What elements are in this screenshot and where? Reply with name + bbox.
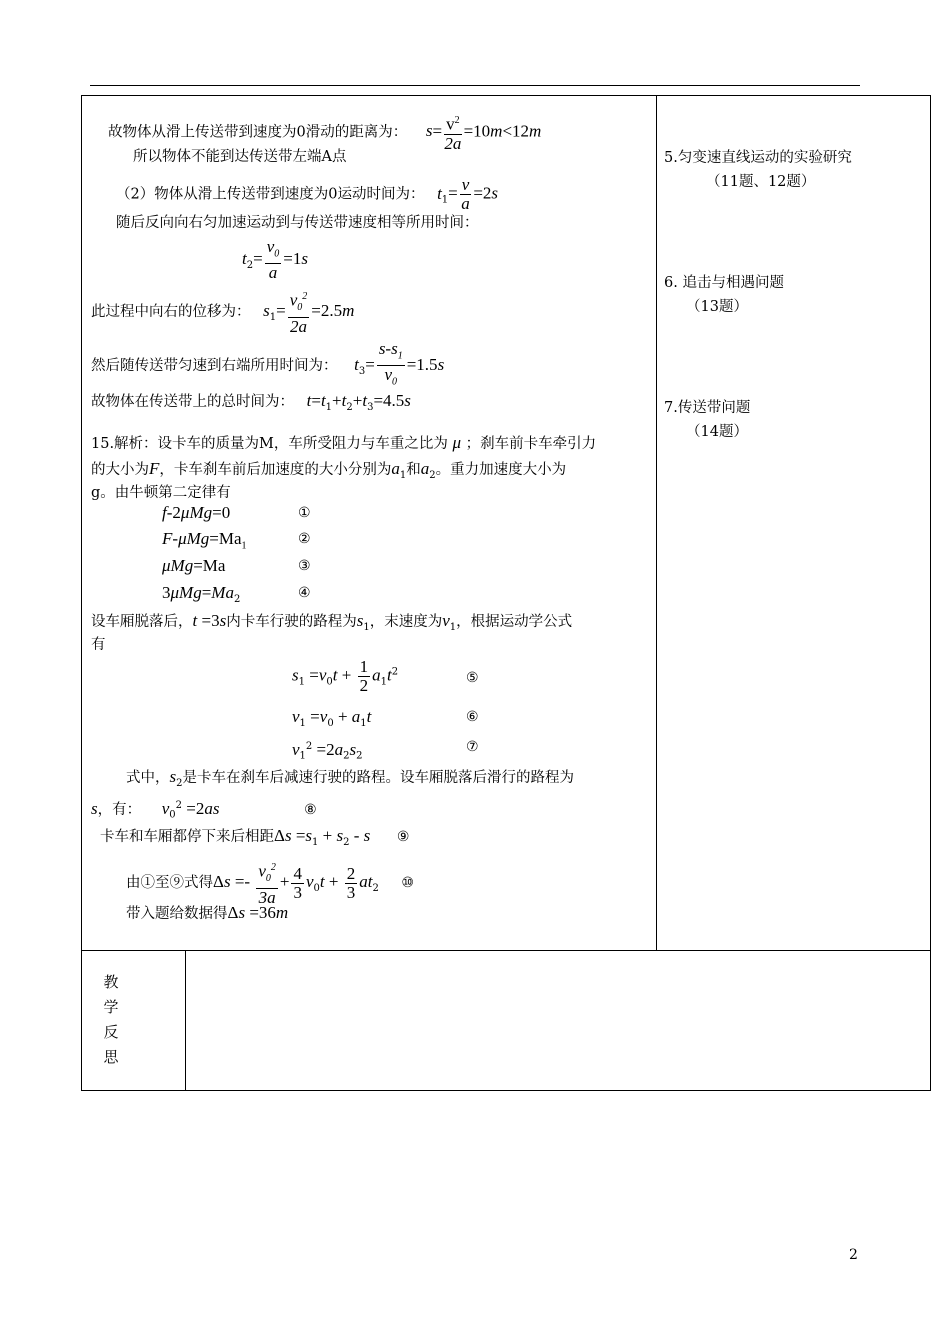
column-divider (656, 96, 657, 950)
solution-line-2: 所以物体不能到达传送带左端A点 (133, 149, 347, 165)
problem-15-line-2: 的大小为F，卡车刹车前后加速度的大小分别为$a_1$和$a_2$。重力加速度大小为 (91, 459, 567, 481)
equation-4: $3\mu Mg=Ma_2$ ④ (162, 583, 311, 605)
equation-2: $F-\mu Mg=Ma_1$ ② (162, 529, 311, 552)
reflection-char: 思 (103, 1048, 119, 1066)
problem-15-line-3: g。由牛顿第二定律有 (91, 485, 231, 501)
problem-20: 带入题给数据得Δs =36m (126, 903, 289, 922)
problem-17-line-2: s，有： $v_0^2 =2as$ ⑧ (91, 798, 317, 821)
solution-line-7: 故物体在传送带上的总时间为： $t=t_1+t_2+t_3=4.5s$ (91, 391, 411, 413)
problem-15-line-1: 15.解析：设卡车的质量为M，车所受阻力与车重之比为 μ ；刹车前卡车牵引力 (91, 433, 597, 452)
equation-6: $v_1 =v_0 + a_1t$ ⑥ (292, 707, 479, 729)
equation-3: μMg=Ma ③ (162, 556, 311, 575)
solution-line-6: 然后随传送带匀速到右端所用时间为： $t_3=$ $\frac{s-s_1}{v_0}$ =1.5s (91, 339, 445, 388)
problem-18: 卡车和车厢都停下来后相距$\Delta s =s_1 + s_2 - s$ ⑨ (100, 826, 410, 848)
row-divider (82, 950, 930, 951)
header-rule (90, 85, 860, 86)
solution-line-4: 随后反向向右匀加速运动到与传送带速度相等所用时间： (116, 215, 479, 231)
equation-1: f-2μMg=0 ① (162, 503, 311, 522)
problem-16-line-1: 设车厢脱落后，t =3s内卡车行驶的路程为$s_1$，末速度为$v_1$，根据运动学公式 (91, 611, 573, 633)
page-number: 2 (849, 1247, 858, 1263)
topic-6 (664, 271, 784, 319)
reflection-char: 教 (103, 973, 119, 991)
reflection-char: 反 (103, 1023, 119, 1041)
topic-5 (664, 146, 852, 194)
topic-6-sub: （13题） (686, 299, 748, 315)
teaching-reflection-label (100, 970, 122, 1070)
formula-t2: $t_2=$ $\frac{v_0}{a}$ =1s (242, 237, 308, 283)
equation-5: $s_1 =v_0t$ + $\frac{1}{2}$ $a_1t^2$ ⑤ (292, 657, 479, 695)
equation-7: $v_1^2 =2a_2s_2$ ⑦ (292, 739, 479, 762)
solution-line-5: 此过程中向右的位移为： $s_1=$ $\frac{v_0^2}{2a}$ =2.5m (91, 288, 354, 336)
reflection-divider (185, 950, 186, 1090)
topic-7-title: 7.传送带问题 (664, 400, 751, 416)
problem-19: 由①至⑨式得Δs =- $\frac{v_0^2}{3a}$ + $\frac{4}{3}$ $v_0t$ + $\frac{2}{3}$ $at_2$ ⑩ (126, 859, 414, 907)
topic-6-title: 6. 追击与相遇问题 (664, 275, 784, 291)
problem-17-line-1: 式中，$s_2$是卡车在刹车后减速行驶的路程。设车厢脱落后滑行的路程为 (126, 767, 574, 789)
topic-5-sub: （11题、12题） (706, 174, 816, 190)
reflection-char: 学 (103, 998, 119, 1016)
topic-5-title: 5.匀变速直线运动的实验研究 (664, 150, 852, 166)
solution-line-3: （2）物体从滑上传送带到速度为0运动时间为： $t_1=$ $\frac{v}{a}$ =2s (116, 175, 499, 213)
topic-7-sub: （14题） (686, 424, 748, 440)
topic-7 (664, 396, 750, 444)
problem-16-line-2: 有 (91, 637, 106, 653)
solution-line-1: 故物体从滑上传送带到速度为0滑动的距离为： s= $\frac{v^2}{2a}$ =10m<12m (108, 112, 541, 153)
